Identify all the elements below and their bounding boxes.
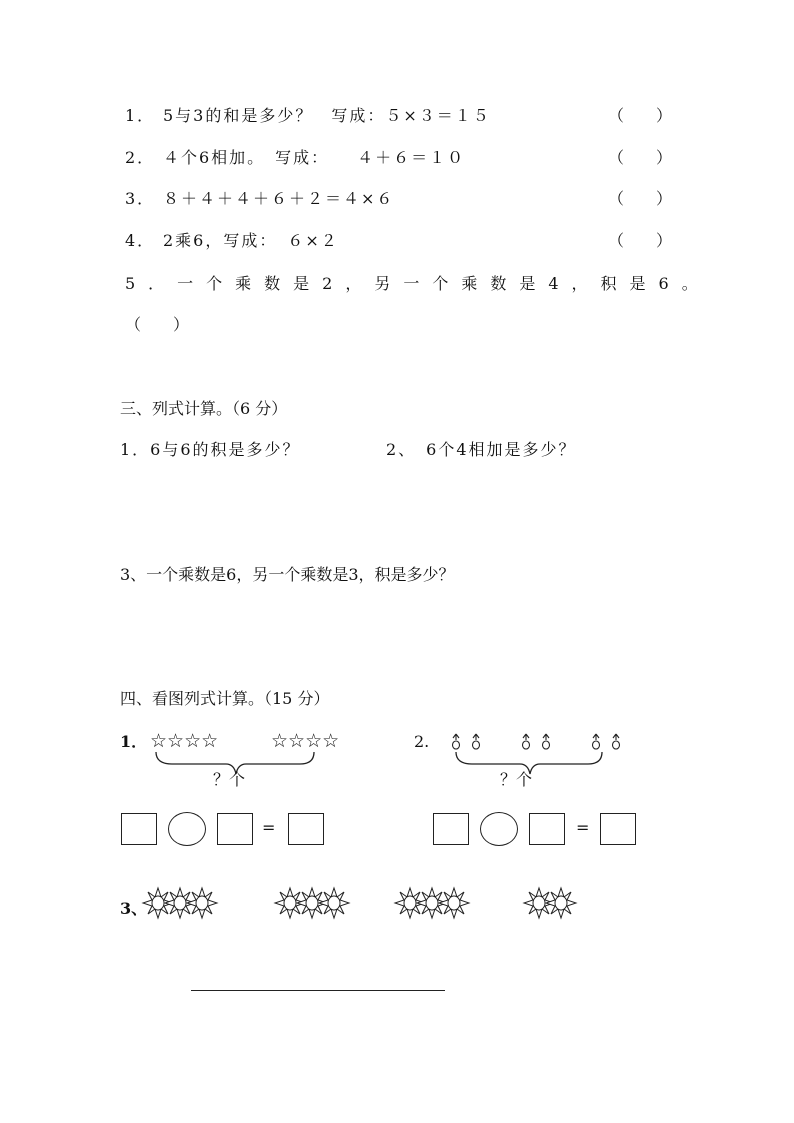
question-label: ？个 (213, 770, 246, 789)
equals-sign: = (576, 818, 590, 837)
answer-box[interactable] (121, 813, 157, 845)
item-number: 2． (125, 148, 156, 167)
answer-box[interactable] (600, 813, 636, 845)
operator-circle[interactable] (168, 812, 206, 846)
item-text: 5．一个乘数是2，另一个乘数是4，积是6。 (125, 274, 711, 293)
question-label: ？个 (500, 770, 533, 789)
answer-box[interactable] (433, 813, 469, 845)
problem-number: 3、 (120, 899, 148, 918)
item-text: ８＋４＋４＋６＋２＝４×６ (163, 189, 395, 208)
item-number: 3． (125, 189, 156, 208)
answer-box[interactable] (288, 813, 324, 845)
problem-number: 2. (414, 732, 430, 751)
answer-paren[interactable]: （ ） (608, 148, 673, 167)
problem-number: 1． (120, 732, 148, 751)
answer-line[interactable] (191, 990, 445, 991)
item-number: 4． (125, 231, 156, 250)
balloon-icon (448, 730, 638, 752)
star-group-right: ☆☆☆☆ (271, 730, 340, 752)
question-2: 2、 6个4相加是多少？ (386, 440, 577, 459)
question-3: 3、一个乘数是6，另一个乘数是3，积是多少？ (120, 565, 455, 584)
answer-paren[interactable]: （ ） (608, 106, 673, 125)
answer-paren[interactable]: （ ） (125, 315, 190, 334)
section-heading: 四、看图列式计算。（15 分） (120, 689, 330, 708)
star-group-left: ☆☆☆☆ (150, 730, 219, 752)
item-text: 5与3的和是多少？ 写成：５×３＝１５ (163, 106, 491, 125)
question-1: 1．6与6的积是多少？ (120, 440, 301, 459)
equals-sign: = (262, 818, 276, 837)
answer-paren[interactable]: （ ） (608, 231, 673, 250)
sun-icon (142, 884, 602, 924)
answer-box[interactable] (529, 813, 565, 845)
item-text: 2乘6，写成： ６×２ (163, 231, 339, 250)
answer-box[interactable] (217, 813, 253, 845)
section-heading: 三、列式计算。（6 分） (120, 399, 288, 418)
item-text: ４个6相加。 写成： ４＋６＝１０ (163, 148, 466, 167)
answer-paren[interactable]: （ ） (608, 189, 673, 208)
operator-circle[interactable] (480, 812, 518, 846)
item-number: 1． (125, 106, 156, 125)
